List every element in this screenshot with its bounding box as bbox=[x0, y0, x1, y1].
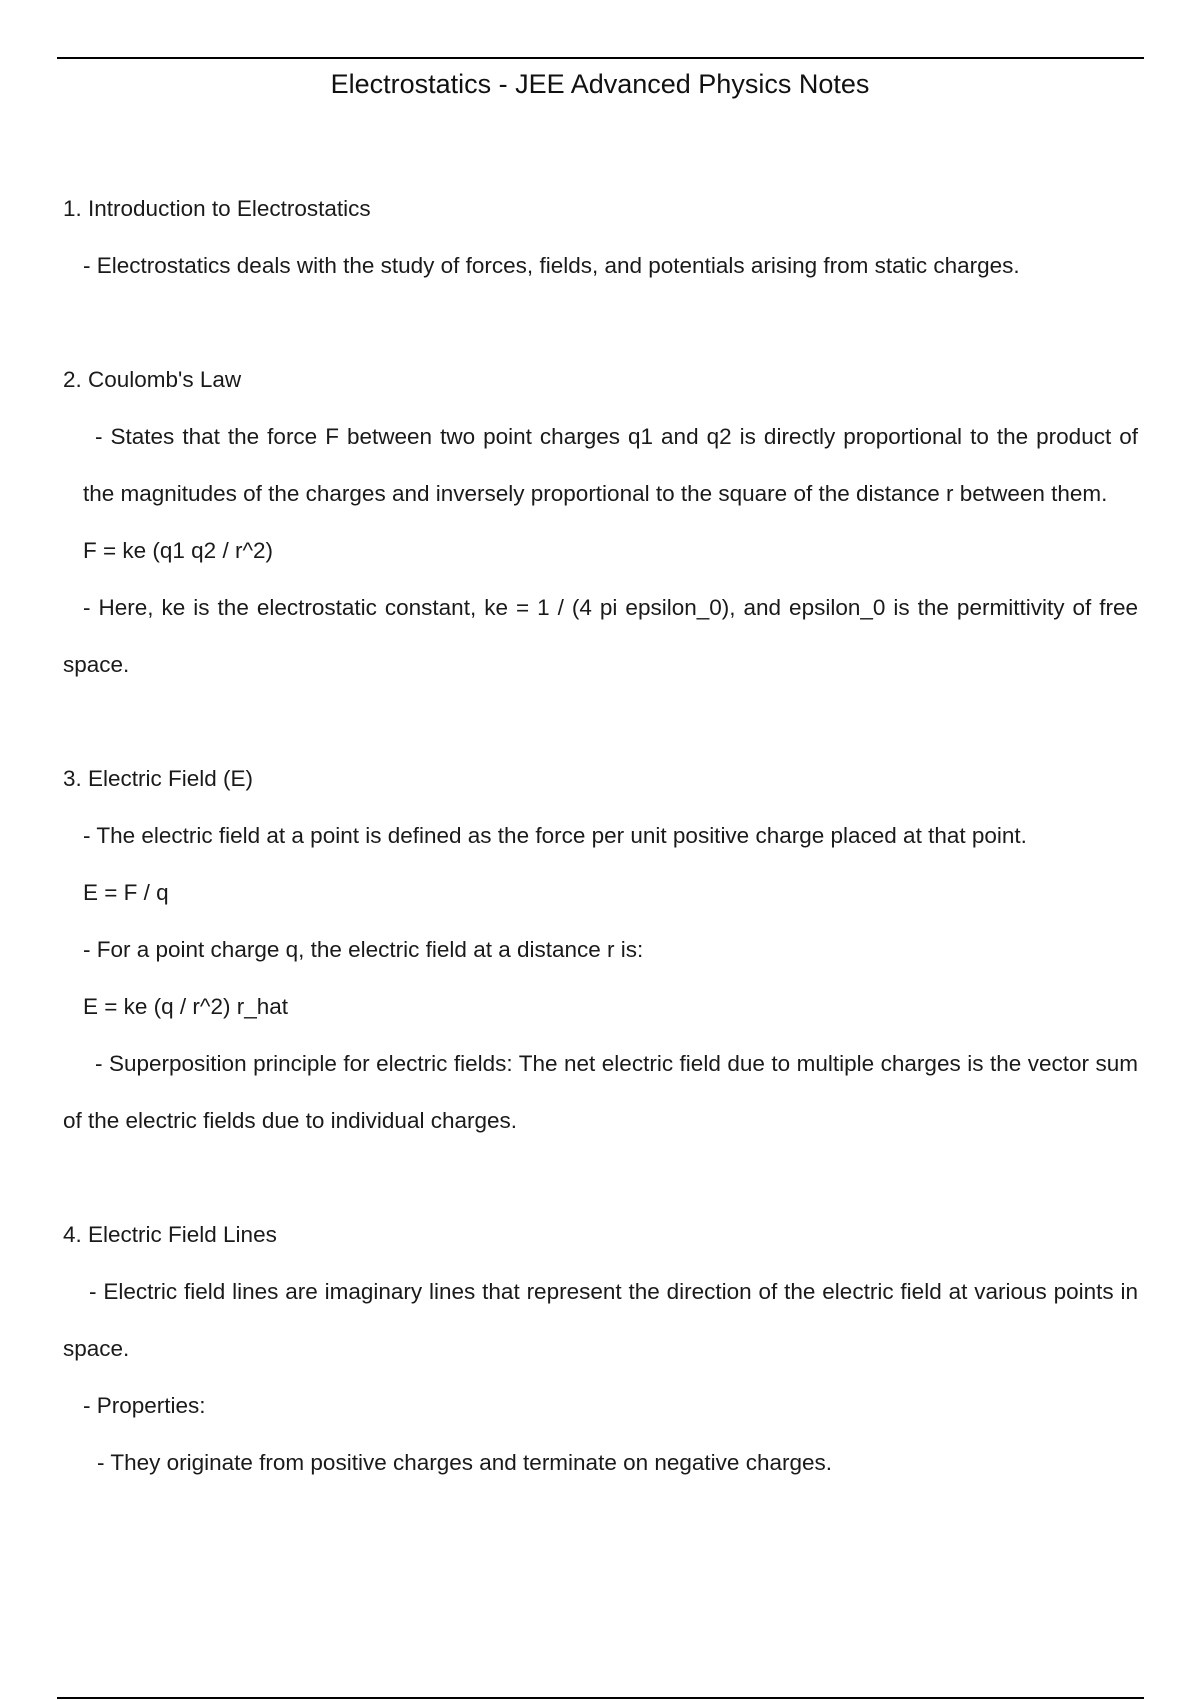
section-spacer bbox=[63, 1149, 1138, 1206]
paragraph: - They originate from positive charges and terminate on negative charges. bbox=[97, 1450, 832, 1475]
section-spacer bbox=[63, 693, 1138, 750]
page-title: Electrostatics - JEE Advanced Physics Notes bbox=[330, 69, 870, 99]
section-heading: 2. Coulomb's Law bbox=[63, 367, 242, 392]
paragraph: - States that the force F between two point charges q1 and q2 is directly proportional to the product of the magnitudes of the charges and inversely proportional to the square of the distance r between them. bbox=[83, 424, 1138, 506]
section-coulombs-law bbox=[63, 351, 1138, 693]
section-heading: 3. Electric Field (E) bbox=[63, 766, 254, 791]
section-heading: 4. Electric Field Lines bbox=[63, 1222, 277, 1247]
section-electric-field-lines bbox=[63, 1206, 1138, 1491]
section-spacer bbox=[63, 294, 1138, 351]
section-heading: 1. Introduction to Electrostatics bbox=[63, 196, 371, 221]
paragraph: - Here, ke is the electrostatic constant, ke = 1 / (4 pi epsilon_0), and epsilon_0 is the permittivity of free space. bbox=[63, 595, 1138, 677]
paragraph: - Superposition principle for electric fields: The net electric field due to multiple charges is the vector sum of the electric fields due to individual charges. bbox=[63, 1051, 1138, 1133]
formula: F = ke (q1 q2 / r^2) bbox=[83, 538, 274, 563]
section-electric-field bbox=[63, 750, 1138, 1149]
formula: E = F / q bbox=[83, 880, 169, 905]
document-body bbox=[63, 180, 1138, 1491]
paragraph: - For a point charge q, the electric field at a distance r is: bbox=[83, 937, 644, 962]
formula: E = ke (q / r^2) r_hat bbox=[83, 994, 289, 1019]
header-rule bbox=[57, 57, 1144, 59]
footer-rule bbox=[57, 1697, 1144, 1699]
paragraph: - Electric field lines are imaginary lines that represent the direction of the electric field at various points in space. bbox=[63, 1279, 1138, 1361]
paragraph: - Electrostatics deals with the study of forces, fields, and potentials arising from static charges. bbox=[83, 253, 1020, 278]
paragraph: - The electric field at a point is defined as the force per unit positive charge placed at that point. bbox=[83, 823, 1027, 848]
paragraph: - Properties: bbox=[83, 1393, 206, 1418]
section-introduction bbox=[63, 180, 1138, 294]
